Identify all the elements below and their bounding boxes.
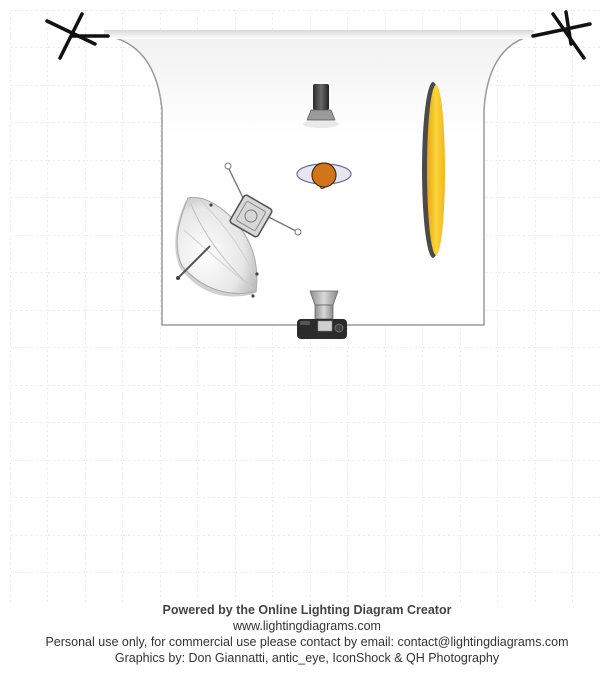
reflector-gold[interactable] bbox=[422, 82, 445, 258]
footer-website: www.lightingdiagrams.com bbox=[233, 619, 381, 633]
footer-powered-by: Powered by the Online Lighting Diagram Creator bbox=[162, 603, 452, 617]
footer-credits: Graphics by: Don Giannatti, antic_eye, IconShock & QH Photography bbox=[114, 651, 500, 665]
footer bbox=[0, 602, 614, 666]
footer-license: Personal use only, for commercial use please contact by email: contact@lightingdiagrams.com bbox=[45, 635, 569, 649]
